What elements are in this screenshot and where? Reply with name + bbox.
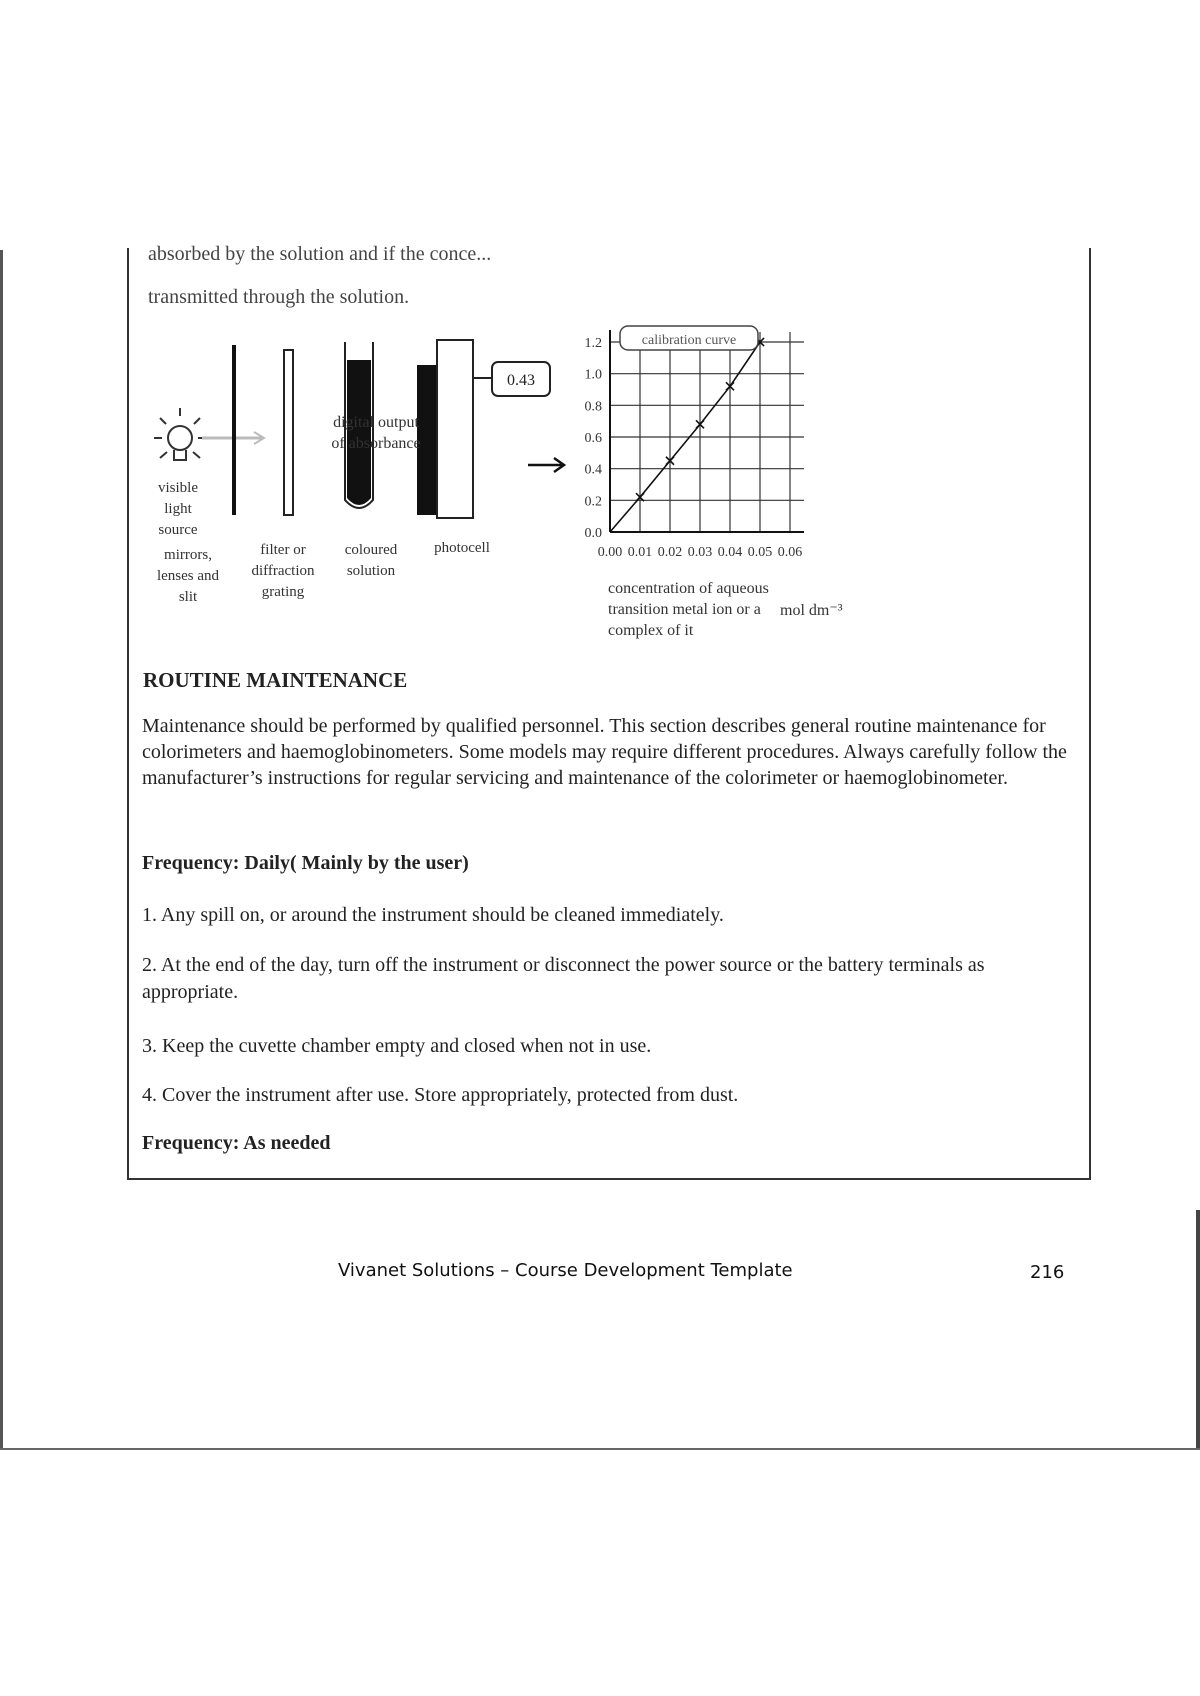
frequency-daily-heading: Frequency: Daily( Mainly by the user) — [142, 852, 469, 874]
x-tick-label: 0.05 — [747, 545, 773, 560]
y-tick-label: 0.6 — [584, 431, 602, 446]
y-tick-label: 0.4 — [584, 462, 602, 478]
label-filter: filter or diffraction grating — [251, 542, 315, 600]
list-item: 4. Cover the instrument after use. Store appropriately, protected from dust. — [142, 1084, 739, 1106]
mirror-lens-bar — [232, 345, 236, 515]
x-tick-label: 0.06 — [777, 545, 803, 560]
x-tick-label: 0.03 — [687, 545, 713, 560]
chart-series — [610, 338, 764, 532]
y-tick-label: 0.0 — [584, 526, 602, 541]
scan-edge-right — [1196, 1210, 1200, 1450]
x-tick-label: 0.00 — [597, 545, 623, 560]
calibration-chart — [570, 320, 870, 570]
filter-grating — [284, 350, 293, 515]
frequency-as-needed-heading: Frequency: As needed — [142, 1132, 331, 1154]
x-tick-label: 0.02 — [657, 545, 683, 560]
y-tick-label: 0.2 — [584, 494, 602, 510]
intro-line-2: transmitted through the solution. — [148, 286, 410, 308]
y-tick-label: 0.8 — [584, 399, 602, 415]
readout-value: 0.43 — [507, 372, 535, 389]
label-solution: coloured solution — [344, 542, 398, 579]
photocell-housing — [437, 340, 473, 518]
scan-edge-bottom — [0, 1448, 1200, 1450]
chart-x-unit: mol dm⁻³ — [780, 602, 843, 619]
digital-output-label: digital output of absorbance — [331, 414, 421, 452]
label-light-source: visible light source — [158, 480, 198, 538]
chart-ticks — [585, 336, 803, 560]
chart-title: calibration curve — [641, 333, 737, 348]
section-paragraph: Maintenance should be performed by qualified personnel. This section describes general routine maintenance for colorimeters and haemoglobinometers. Some models may require different procedures. Always carefully follow the manufacturer’s instructions for regular servicing and maintenance of the colorimeter or haemoglobinometer. — [142, 715, 1067, 789]
list-item: 3. Keep the cuvette chamber empty and closed when not in use. — [142, 1035, 652, 1057]
arrow-right-icon — [528, 455, 568, 475]
light-bulb-icon — [154, 408, 206, 460]
x-tick-label: 0.04 — [717, 545, 743, 560]
chart-grid — [610, 330, 804, 532]
scan-edge-left — [0, 250, 3, 1450]
section-heading: ROUTINE MAINTENANCE — [143, 668, 408, 692]
y-tick-label: 1.2 — [584, 336, 602, 351]
list-item: 2. At the end of the day, turn off the instrument or disconnect the power source or the battery terminals as appropriate. — [142, 954, 985, 1003]
label-mirrors: mirrors, lenses and slit — [156, 547, 220, 605]
chart-xlabel: concentration of aqueous transition metal ion or a complex of it — [608, 580, 769, 639]
page-number: 216 — [1030, 1262, 1065, 1283]
footer-text: Vivanet Solutions – Course Development Template — [338, 1260, 793, 1281]
y-tick-label: 1.0 — [584, 367, 602, 383]
label-photocell: photocell — [434, 540, 490, 556]
list-item: 1. Any spill on, or around the instrument should be cleaned immediately. — [142, 904, 724, 926]
intro-line-1: absorbed by the solution and if the conce... — [148, 243, 492, 265]
x-tick-label: 0.01 — [627, 545, 653, 560]
